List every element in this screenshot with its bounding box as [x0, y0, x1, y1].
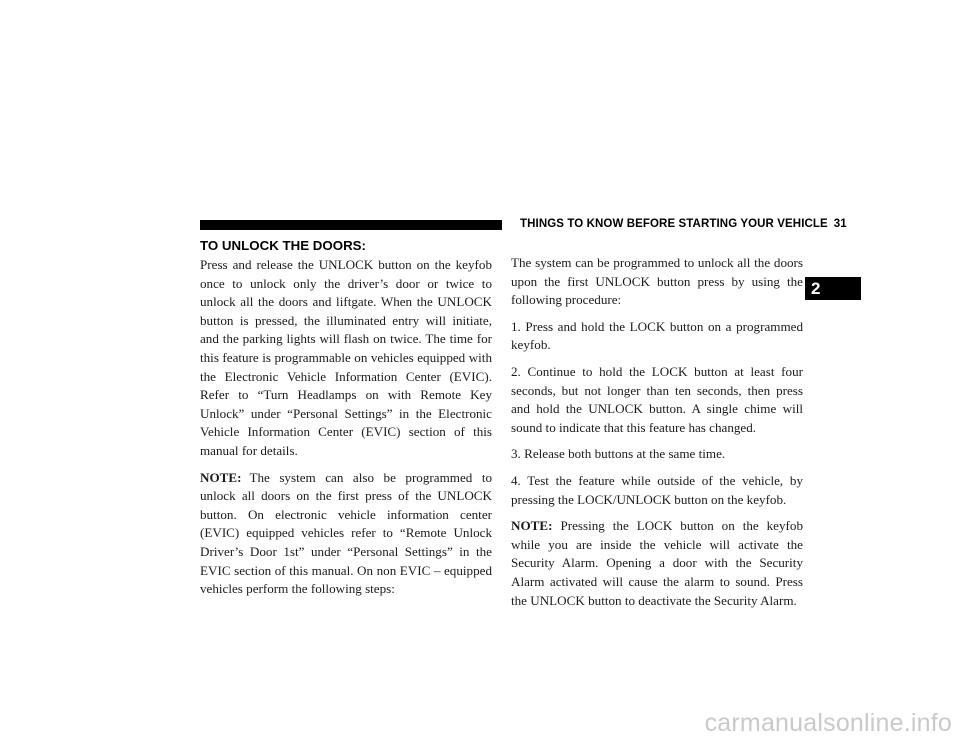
page-number: 31	[833, 218, 847, 230]
note-label: NOTE:	[200, 469, 242, 485]
watermark: carmanualsonline.info	[704, 709, 952, 737]
procedure-step-3: 3. Release both buttons at the same time.	[511, 446, 726, 462]
note-paragraph-right	[511, 517, 803, 610]
procedure-intro: The system can be programmed to unlock all the doors upon the first UNLOCK button press by using the following procedure:	[511, 255, 803, 308]
header-rule	[200, 220, 502, 230]
note-paragraph-left	[200, 469, 492, 599]
running-header	[520, 218, 847, 230]
section-heading: TO UNLOCK THE DOORS:	[200, 238, 366, 253]
section-tab: 2	[805, 277, 861, 300]
note-text: Pressing the LOCK button on the keyfob while you are inside the vehicle will activate the Security Alarm. Opening a door with the Security Alarm activated will cause the alarm to sound. Press the UNLOCK button to deactivate the Security Alarm.	[511, 518, 803, 608]
procedure-step-2: 2. Continue to hold the LOCK button at least four seconds, but not longer than ten seconds, then press and hold the UNLOCK button. A single chime will sound to indicate that this feature has changed.	[511, 363, 803, 435]
procedure-step-1: 1. Press and hold the LOCK button on a programmed keyfob.	[511, 318, 803, 353]
note-label: NOTE:	[511, 518, 553, 534]
unlock-paragraph: Press and release the UNLOCK button on the keyfob once to unlock only the driver’s door or twice to unlock all the doors and liftgate. When the UNLOCK button is pressed, the illuminated entry will initiate, and the parking lights will flash on twice. The time for this feature is programmable on vehicles equipped with the Electronic Vehicle Information Center (EVIC). Refer to “Turn Headlamps on with Remote Key Unlock” under “Personal Settings” in the Electronic Vehicle Information Center (EVIC) section of this manual for details.	[200, 257, 492, 458]
note-text: The system can also be programmed to unlock all doors on the first press of the UNLOCK button. On electronic vehicle information center (EVIC) equipped vehicles refer to “Remote Unlock Driver’s Door 1st” under “Personal Settings” in the EVIC section of this manual. On non EVIC – equipped vehicles perform the following steps:	[200, 469, 492, 597]
right-column	[511, 254, 803, 618]
running-title: THINGS TO KNOW BEFORE STARTING YOUR VEHICLE	[520, 218, 828, 230]
procedure-step-4: 4. Test the feature while outside of the vehicle, by pressing the LOCK/UNLOCK button on the keyfob.	[511, 472, 803, 507]
left-column	[200, 238, 492, 607]
